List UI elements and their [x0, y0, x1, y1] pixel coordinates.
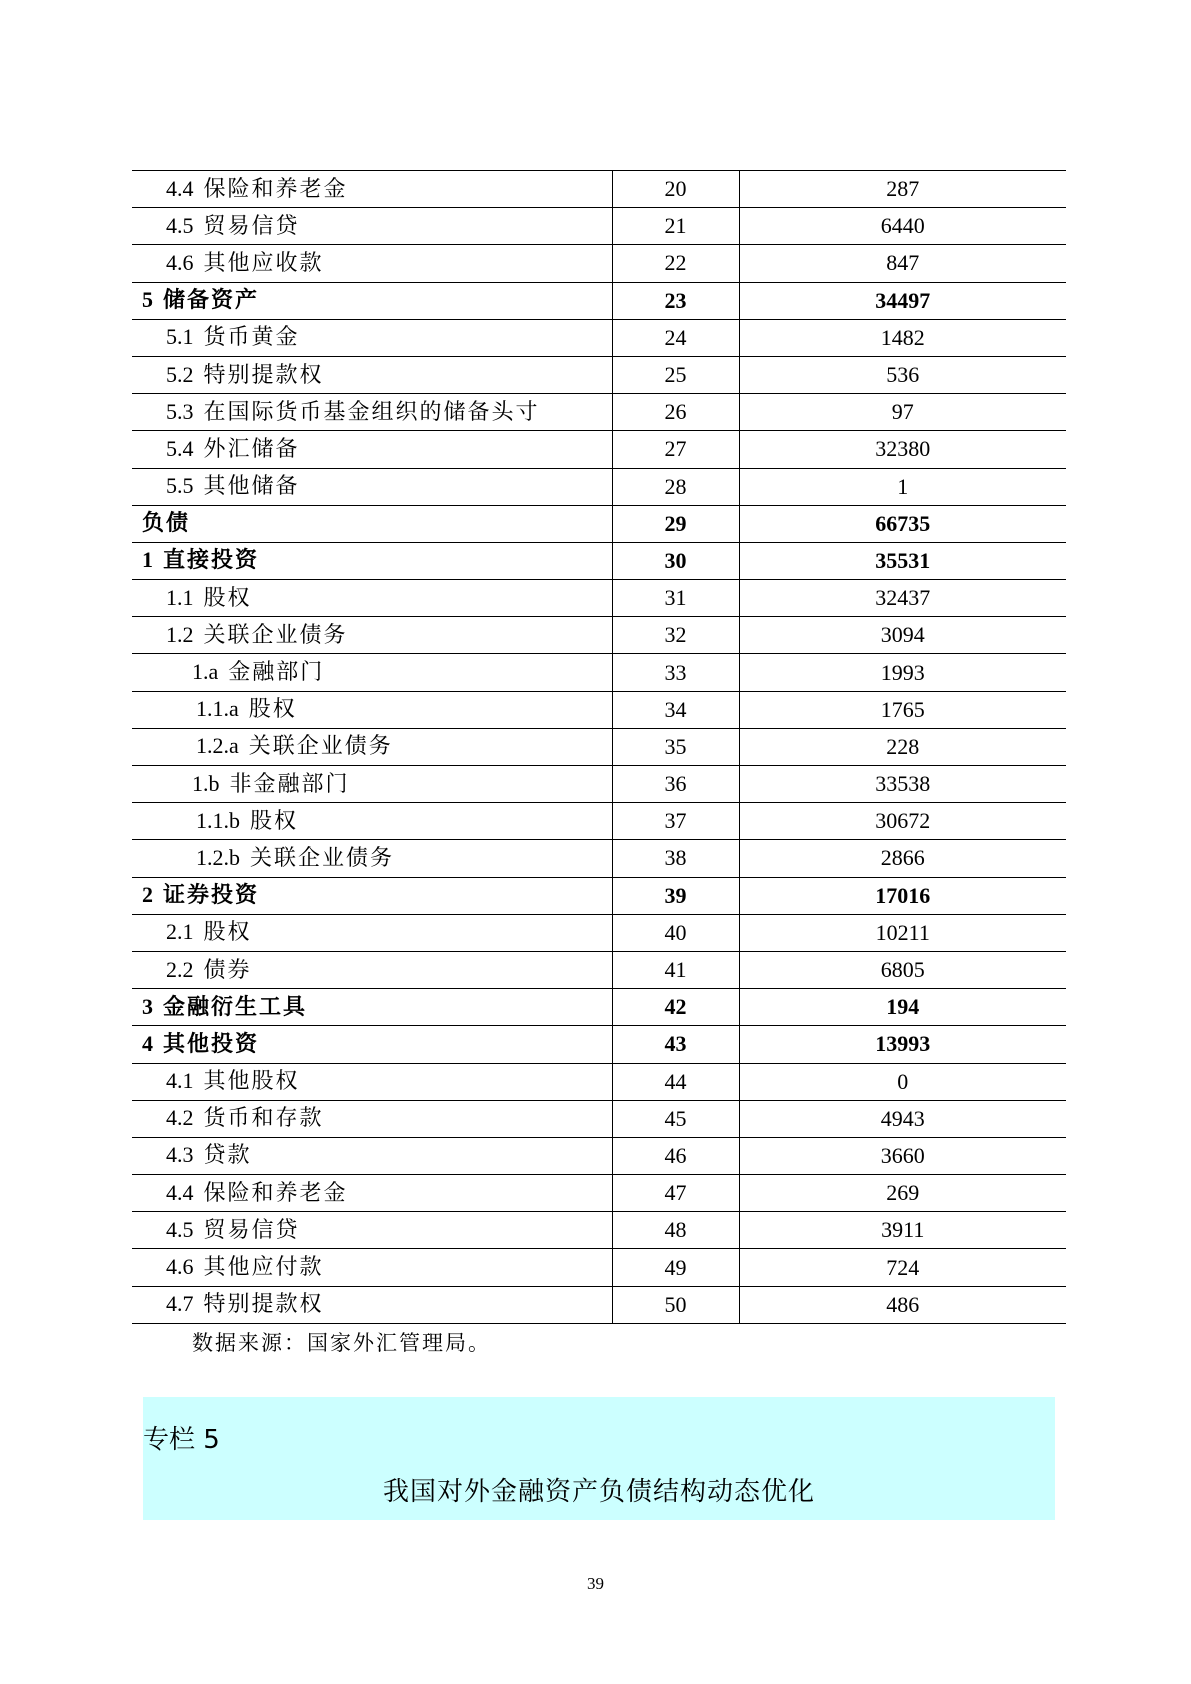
row-item-cell: [132, 877, 612, 914]
row-line-number: 35: [612, 728, 739, 765]
row-value: 724: [739, 1249, 1066, 1286]
row-item-cell: [132, 1175, 612, 1212]
row-item-label: 关联企业债务: [250, 845, 395, 871]
row-line-number: 20: [612, 171, 739, 208]
balance-table: [132, 170, 1066, 1324]
row-item-cell: [132, 691, 612, 728]
row-value: 269: [739, 1175, 1066, 1212]
row-line-number: 34: [612, 691, 739, 728]
row-value: 3911: [739, 1212, 1066, 1249]
row-line-number: 31: [612, 580, 739, 617]
row-value: 194: [739, 989, 1066, 1026]
row-line-number: 46: [612, 1137, 739, 1174]
row-item-cell: [132, 580, 612, 617]
row-value: 4943: [739, 1100, 1066, 1137]
row-line-number: 44: [612, 1063, 739, 1100]
row-value: 13993: [739, 1026, 1066, 1063]
row-item-number: 4.6: [166, 249, 194, 275]
row-item-number: 2.1: [166, 919, 194, 945]
row-item-label: 货币黄金: [203, 325, 300, 351]
page-number: 39: [587, 1574, 604, 1593]
row-item-label: 股权: [248, 697, 297, 723]
row-item-cell: [132, 1286, 612, 1323]
row-value: 1482: [739, 319, 1066, 356]
row-item-label: 保险和养老金: [203, 1180, 348, 1206]
row-item-label: 股权: [250, 808, 299, 834]
row-value: 847: [739, 245, 1066, 282]
row-item-label: 保险和养老金: [203, 176, 348, 202]
row-value: 228: [739, 728, 1066, 765]
row-value: 17016: [739, 877, 1066, 914]
row-item-number: 4.7: [166, 1291, 194, 1317]
row-line-number: 39: [612, 877, 739, 914]
table-row: [132, 989, 1066, 1026]
row-value: 32380: [739, 431, 1066, 468]
table-row: [132, 1249, 1066, 1286]
row-item-cell: [132, 171, 612, 208]
row-value: 287: [739, 171, 1066, 208]
row-item-cell: [132, 431, 612, 468]
row-line-number: 30: [612, 542, 739, 579]
row-item-number: 4.4: [166, 1179, 194, 1205]
row-item-number: 1.1.a: [196, 696, 239, 722]
row-item-label: 关联企业债务: [203, 622, 348, 648]
row-item-number: 5.3: [166, 398, 194, 424]
table-row: [132, 282, 1066, 319]
table-row: [132, 431, 1066, 468]
table-row: [132, 840, 1066, 877]
row-item-label: 证券投资: [163, 883, 260, 909]
row-item-number: 5.2: [166, 361, 194, 387]
row-item-label: 特别提款权: [203, 1292, 324, 1318]
row-item-number: 5.1: [166, 324, 194, 350]
source-note: 数据来源：国家外汇管理局。: [192, 1331, 491, 1355]
row-line-number: 49: [612, 1249, 739, 1286]
row-item-label: 负债: [142, 510, 191, 536]
row-item-number: 5.5: [166, 473, 194, 499]
row-item-label: 非金融部门: [229, 771, 350, 797]
row-value: 3094: [739, 617, 1066, 654]
row-item-label: 贸易信贷: [203, 1217, 300, 1243]
row-line-number: 37: [612, 803, 739, 840]
row-item-label: 贷款: [203, 1143, 252, 1169]
row-value: 33538: [739, 766, 1066, 803]
row-line-number: 45: [612, 1100, 739, 1137]
row-item-cell: [132, 208, 612, 245]
table-row: [132, 1286, 1066, 1323]
row-item-label: 金融衍生工具: [163, 994, 308, 1020]
row-line-number: 33: [612, 654, 739, 691]
column-box: [143, 1397, 1055, 1520]
row-item-cell: [132, 319, 612, 356]
table-row: [132, 468, 1066, 505]
table-row: [132, 654, 1066, 691]
row-item-number: 1.2: [166, 621, 194, 647]
table-row: [132, 951, 1066, 988]
row-item-cell: [132, 245, 612, 282]
row-item-number: 5.4: [166, 435, 194, 461]
row-item-number: 4.6: [166, 1254, 194, 1280]
row-item-number: 1: [142, 547, 153, 573]
row-value: 0: [739, 1063, 1066, 1100]
table-row: [132, 1175, 1066, 1212]
table-row: [132, 1063, 1066, 1100]
row-line-number: 24: [612, 319, 739, 356]
row-item-cell: [132, 840, 612, 877]
row-value: 486: [739, 1286, 1066, 1323]
row-item-cell: [132, 989, 612, 1026]
row-item-label: 直接投资: [163, 548, 260, 574]
row-value: 2866: [739, 840, 1066, 877]
row-item-number: 4.4: [166, 175, 194, 201]
table-body: [132, 171, 1066, 1324]
row-item-cell: [132, 505, 612, 542]
row-item-number: 2.2: [166, 956, 194, 982]
row-line-number: 25: [612, 356, 739, 393]
table-row: [132, 319, 1066, 356]
row-line-number: 40: [612, 914, 739, 951]
row-item-number: 5: [142, 287, 153, 313]
row-line-number: 28: [612, 468, 739, 505]
row-value: 6805: [739, 951, 1066, 988]
table-row: [132, 617, 1066, 654]
row-item-label: 债券: [203, 957, 252, 983]
table-row: [132, 245, 1066, 282]
row-item-cell: [132, 1249, 612, 1286]
row-item-cell: [132, 617, 612, 654]
row-item-cell: [132, 1026, 612, 1063]
table-row: [132, 766, 1066, 803]
row-item-cell: [132, 468, 612, 505]
table-row: [132, 728, 1066, 765]
row-item-cell: [132, 1063, 612, 1100]
table-row: [132, 171, 1066, 208]
row-value: 1765: [739, 691, 1066, 728]
table-row: [132, 208, 1066, 245]
row-line-number: 23: [612, 282, 739, 319]
row-item-cell: [132, 728, 612, 765]
table-row: [132, 1137, 1066, 1174]
row-line-number: 50: [612, 1286, 739, 1323]
row-item-number: 1.2.a: [196, 733, 239, 759]
row-item-cell: [132, 282, 612, 319]
row-item-number: 1.b: [192, 770, 220, 796]
row-value: 97: [739, 394, 1066, 431]
row-line-number: 42: [612, 989, 739, 1026]
row-item-number: 1.1: [166, 584, 194, 610]
row-item-number: 3: [142, 993, 153, 1019]
table-row: [132, 803, 1066, 840]
row-item-label: 其他股权: [203, 1069, 300, 1095]
table-row: [132, 914, 1066, 951]
row-item-cell: [132, 1100, 612, 1137]
row-item-cell: [132, 803, 612, 840]
row-line-number: 47: [612, 1175, 739, 1212]
row-item-cell: [132, 914, 612, 951]
row-item-label: 特别提款权: [203, 362, 324, 388]
row-item-label: 其他应收款: [203, 250, 324, 276]
row-line-number: 48: [612, 1212, 739, 1249]
row-line-number: 27: [612, 431, 739, 468]
row-value: 32437: [739, 580, 1066, 617]
column-label: 专栏 5: [143, 1425, 220, 1455]
row-value: 1: [739, 468, 1066, 505]
table-row: [132, 691, 1066, 728]
row-line-number: 26: [612, 394, 739, 431]
row-item-number: 1.1.b: [196, 807, 240, 833]
row-value: 6440: [739, 208, 1066, 245]
row-item-label: 金融部门: [228, 660, 325, 686]
row-value: 10211: [739, 914, 1066, 951]
row-item-cell: [132, 951, 612, 988]
row-line-number: 22: [612, 245, 739, 282]
table-row: [132, 580, 1066, 617]
row-value: 35531: [739, 542, 1066, 579]
row-item-number: 1.2.b: [196, 844, 240, 870]
row-item-number: 1.a: [192, 659, 219, 685]
table-row: [132, 394, 1066, 431]
row-item-number: 4.5: [166, 212, 194, 238]
row-item-number: 4.3: [166, 1142, 194, 1168]
row-item-label: 储备资产: [163, 288, 260, 314]
row-item-cell: [132, 766, 612, 803]
row-value: 3660: [739, 1137, 1066, 1174]
row-item-number: 4.1: [166, 1068, 194, 1094]
row-item-cell: [132, 1137, 612, 1174]
table-row: [132, 877, 1066, 914]
row-value: 1993: [739, 654, 1066, 691]
row-item-number: 4: [142, 1030, 153, 1056]
row-line-number: 32: [612, 617, 739, 654]
row-item-cell: [132, 394, 612, 431]
row-item-label: 在国际货币基金组织的储备头寸: [203, 399, 540, 425]
row-item-number: 2: [142, 882, 153, 908]
row-value: 34497: [739, 282, 1066, 319]
row-line-number: 29: [612, 505, 739, 542]
table-row: [132, 1100, 1066, 1137]
row-item-number: 4.2: [166, 1105, 194, 1131]
table-row: [132, 1026, 1066, 1063]
row-item-label: 货币和存款: [203, 1106, 324, 1132]
row-item-label: 其他投资: [163, 1031, 260, 1057]
table-row: [132, 356, 1066, 393]
row-item-label: 贸易信贷: [203, 213, 300, 239]
row-item-cell: [132, 542, 612, 579]
table-row: [132, 542, 1066, 579]
row-item-cell: [132, 356, 612, 393]
table-row: [132, 1212, 1066, 1249]
row-item-number: 4.5: [166, 1216, 194, 1242]
row-item-label: 关联企业债务: [248, 734, 393, 760]
row-value: 536: [739, 356, 1066, 393]
column-title: 我国对外金融资产负债结构动态优化: [382, 1477, 815, 1507]
row-item-label: 其他储备: [203, 474, 300, 500]
row-line-number: 43: [612, 1026, 739, 1063]
row-item-label: 其他应付款: [203, 1255, 324, 1281]
table-row: [132, 505, 1066, 542]
row-item-label: 股权: [203, 920, 252, 946]
row-item-label: 股权: [203, 585, 252, 611]
row-line-number: 41: [612, 951, 739, 988]
row-item-cell: [132, 1212, 612, 1249]
row-item-label: 外汇储备: [203, 436, 300, 462]
row-line-number: 38: [612, 840, 739, 877]
row-item-cell: [132, 654, 612, 691]
row-value: 66735: [739, 505, 1066, 542]
row-line-number: 36: [612, 766, 739, 803]
row-value: 30672: [739, 803, 1066, 840]
row-line-number: 21: [612, 208, 739, 245]
